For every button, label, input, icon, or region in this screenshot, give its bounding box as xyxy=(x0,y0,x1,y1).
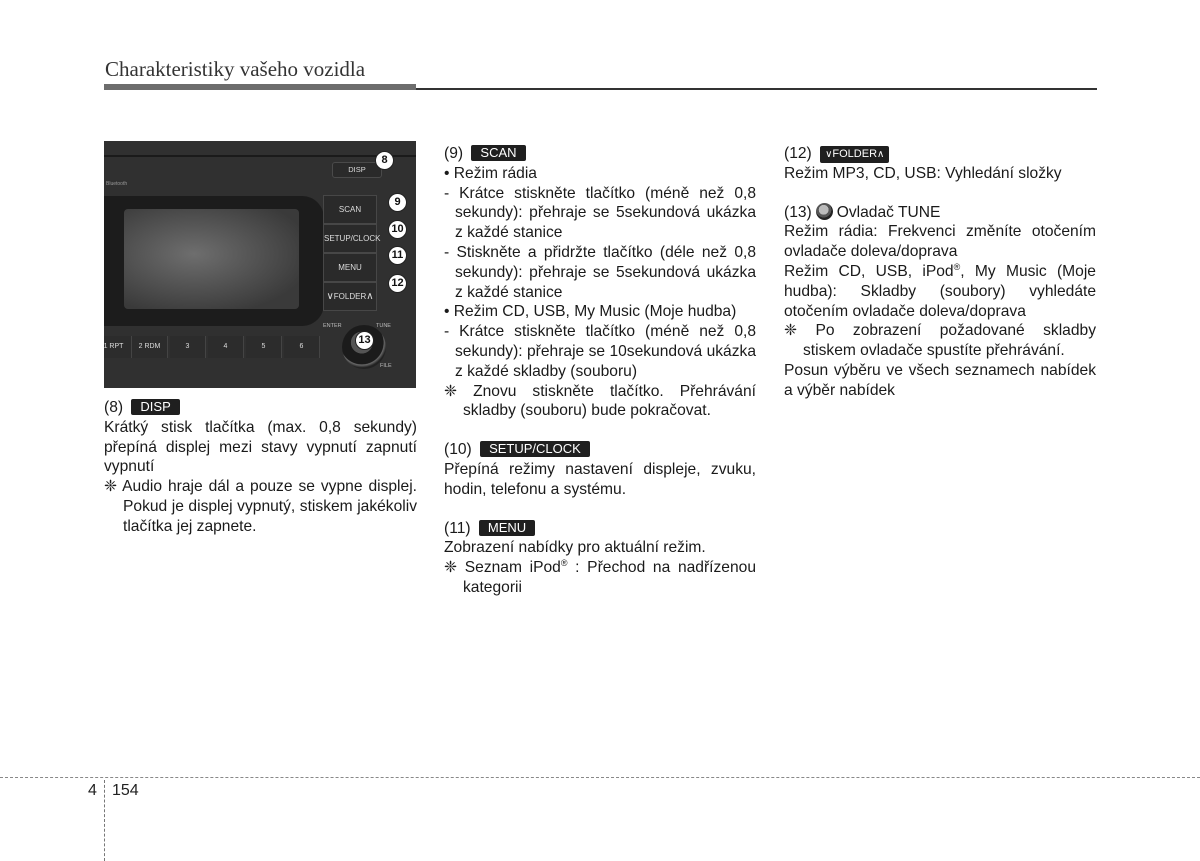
preset-4: 4 xyxy=(208,336,244,358)
section-8-note: ❈ Audio hraje dál a pouze se vypne displej. Pokud je displej vypnutý, stiskem jakékoliv tlačítka jej zapnete. xyxy=(104,478,417,535)
page-title: Charakteristiky vašeho vozidla xyxy=(105,57,366,81)
radio-screen xyxy=(124,209,299,309)
preset-2: 2 RDM xyxy=(132,336,168,358)
header-rule-bar xyxy=(104,84,416,90)
radio-menu-button: MENU xyxy=(323,253,377,282)
chevron-up-icon: ∧ xyxy=(366,291,374,302)
section-11-note: ❈ Seznam iPod® : Přechod na nadřízenou kategorii xyxy=(444,557,756,596)
bluetooth-label: Bluetooth xyxy=(106,181,128,187)
preset-6: 6 xyxy=(284,336,320,358)
callout-13: 13 xyxy=(355,331,374,350)
section-11-text: Zobrazení nabídky pro aktuální režim. xyxy=(444,539,706,557)
setup-clock-badge: SETUP/CLOCK xyxy=(480,441,590,457)
chevron-up-icon: ∧ xyxy=(877,149,885,160)
section-12-heading: (12) ∨FOLDER∧ xyxy=(784,144,1096,164)
radio-folder-button: ∨FOLDER∧ xyxy=(323,282,377,311)
header-rule-line xyxy=(416,88,1097,90)
disp-badge: DISP xyxy=(131,399,179,415)
radio-unit-image xyxy=(104,141,416,388)
chapter-number: 4 xyxy=(88,782,97,799)
radio-scan-button: SCAN xyxy=(323,195,377,224)
section-11-heading: (11) MENU xyxy=(444,519,756,539)
preset-1: 1 RPT xyxy=(104,336,132,358)
chevron-down-icon: ∨ xyxy=(825,149,833,160)
column-2 xyxy=(444,144,756,598)
tune-label: TUNE xyxy=(376,323,391,329)
section-8-text: Krátký stisk tlačítka (max. 0,8 sekundy) přepíná displej mezi stavy vypnutí zapnutí vypnutí xyxy=(104,418,417,476)
menu-badge: MENU xyxy=(479,520,535,536)
section-13-heading: (13) Ovladač TUNE xyxy=(784,203,941,221)
section-9-item: • Režim CD, USB, My Music (Moje hudba) xyxy=(444,303,737,321)
footer-divider xyxy=(0,777,1200,778)
file-label: FILE xyxy=(380,363,392,369)
cd-slot xyxy=(104,155,416,157)
section-13-text: Posun výběru ve všech seznamech nabídek a výběr nabídek xyxy=(784,361,1096,399)
section-12-text: Režim MP3, CD, USB: Vyhledání složky xyxy=(784,164,1062,182)
section-9-item: - Stiskněte a přidržte tlačítko (déle než 0,8 sekundy): přehraje se 5sekundová ukázka z každé stanice xyxy=(444,243,756,301)
section-9-item: - Krátce stiskněte tlačítko (méně než 0,8 sekundy): přehraje se 10sekundová ukázka z každé skladby (souboru) xyxy=(444,323,756,380)
callout-8: 8 xyxy=(375,151,394,170)
footer-vertical-divider xyxy=(104,780,105,861)
section-9-note: ❈ Znovu stiskněte tlačítko. Přehrávání skladby (souboru) bude pokračovat. xyxy=(444,382,756,420)
section-10-text: Přepíná režimy nastavení displeje, zvuku, hodin, telefonu a systému. xyxy=(444,460,756,498)
section-8-heading: (8) DISP xyxy=(104,398,417,418)
callout-12: 12 xyxy=(388,274,407,293)
enter-label: ENTER xyxy=(323,323,342,329)
preset-5: 5 xyxy=(246,336,282,358)
folder-badge: ∨FOLDER∧ xyxy=(820,146,889,163)
radio-disp-button: DISP xyxy=(332,162,382,178)
column-1 xyxy=(104,398,417,537)
radio-setup-button: SETUP/CLOCK xyxy=(323,224,377,253)
page-number: 154 xyxy=(112,782,139,799)
callout-9: 9 xyxy=(388,193,407,212)
section-13-text: Režim CD, USB, iPod®, My Music (Moje hudba): Skladby (soubory) vyhledáte otočením ovladače doleva/doprava xyxy=(784,261,1096,320)
scan-badge: SCAN xyxy=(471,145,525,161)
callout-11: 11 xyxy=(388,246,407,265)
tune-knob-icon xyxy=(816,203,833,220)
chevron-down-icon: ∨ xyxy=(326,291,334,302)
section-9-item: • Režim rádia xyxy=(444,164,537,182)
section-9-item: - Krátce stiskněte tlačítko (méně než 0,8 sekundy): přehraje se 5sekundová ukázka z každé stanice xyxy=(444,184,756,242)
column-3 xyxy=(784,144,1096,401)
section-10-heading: (10) SETUP/CLOCK xyxy=(444,440,756,460)
callout-10: 10 xyxy=(388,220,407,239)
section-9-heading: (9) SCAN xyxy=(444,144,756,164)
preset-3: 3 xyxy=(170,336,206,358)
section-13-text: Režim rádia: Frekvenci změníte otočením ovladače doleva/doprava xyxy=(784,223,1096,261)
section-13-note: ❈ Po zobrazení požadované skladby stiskem ovladače spustíte přehrávání. xyxy=(784,322,1096,360)
